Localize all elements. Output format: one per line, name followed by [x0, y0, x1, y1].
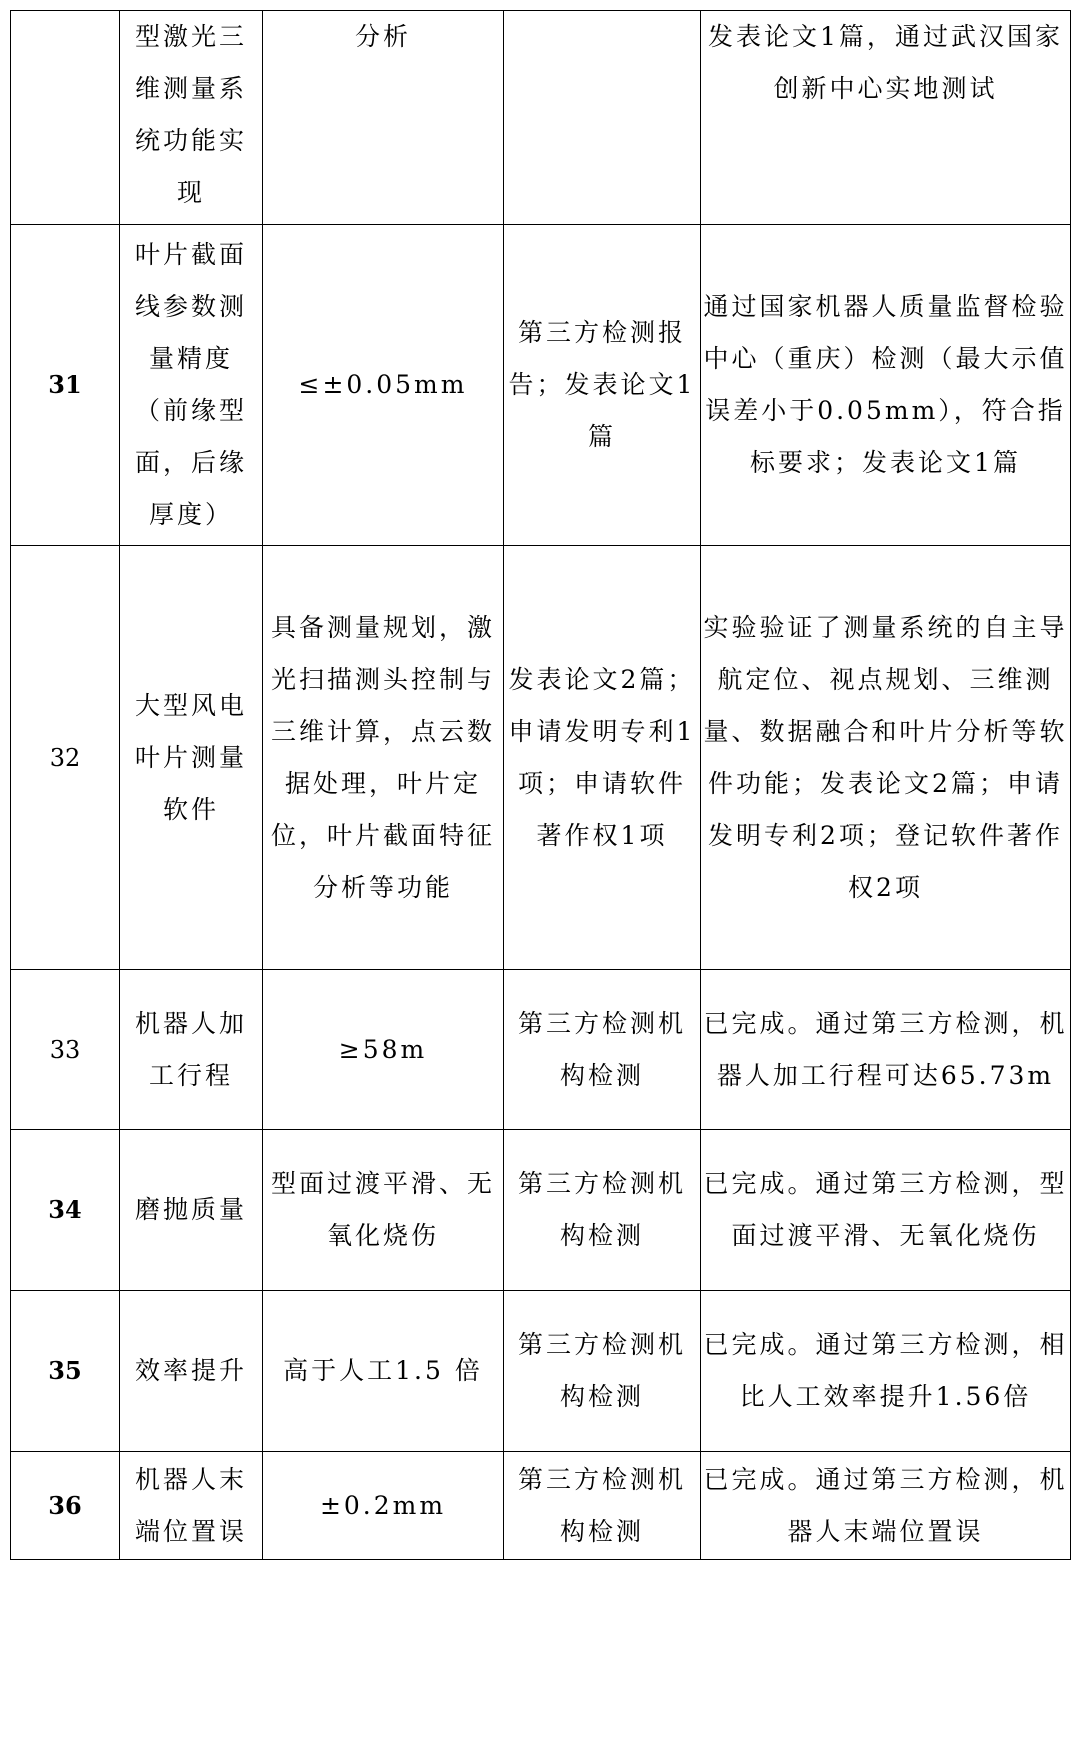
verification-method: 第三方检测机构检测: [504, 1130, 701, 1291]
verification-method: 第三方检测机构检测: [504, 970, 701, 1130]
indicator-table: [10, 10, 1071, 1560]
completion-result: 发表论文1篇，通过武汉国家创新中心实地测试: [701, 11, 1071, 225]
completion-result: 已完成。通过第三方检测，机器人加工行程可达65.73m: [701, 970, 1071, 1130]
verification-method: 第三方检测报告；发表论文1篇: [504, 225, 701, 546]
indicator-name: 磨抛质量: [120, 1130, 263, 1291]
verification-method: [504, 11, 701, 225]
completion-result: 已完成。通过第三方检测，机器人末端位置误: [701, 1452, 1071, 1560]
table-row: [11, 225, 1071, 546]
table-row: [11, 970, 1071, 1130]
completion-result: 通过国家机器人质量监督检验中心（重庆）检测（最大示值误差小于0.05mm），符合指标要求；发表论文1篇: [701, 225, 1071, 546]
row-number: 33: [11, 970, 120, 1130]
indicator-name: 机器人末端位置误: [120, 1452, 263, 1560]
table-row: [11, 1130, 1071, 1291]
verification-method: 第三方检测机构检测: [504, 1291, 701, 1452]
target-value: 高于人工1.5 倍: [263, 1291, 504, 1452]
target-value: 分析: [263, 11, 504, 225]
verification-method: 发表论文2篇；申请发明专利1项；申请软件著作权1项: [504, 546, 701, 970]
table-row: [11, 1291, 1071, 1452]
row-number: [11, 11, 120, 225]
verification-method: 第三方检测机构检测: [504, 1452, 701, 1560]
table-row: [11, 546, 1071, 970]
target-value: ±0.2mm: [263, 1452, 504, 1560]
target-value: ≥58m: [263, 970, 504, 1130]
table-row: [11, 11, 1071, 225]
indicator-name: 型激光三维测量系统功能实现: [120, 11, 263, 225]
row-number: 35: [11, 1291, 120, 1452]
completion-result: 实验验证了测量系统的自主导航定位、视点规划、三维测量、数据融合和叶片分析等软件功能；发表论文2篇；申请发明专利2项；登记软件著作权2项: [701, 546, 1071, 970]
completion-result: 已完成。通过第三方检测，型面过渡平滑、无氧化烧伤: [701, 1130, 1071, 1291]
row-number: 34: [11, 1130, 120, 1291]
indicator-name: 效率提升: [120, 1291, 263, 1452]
table-row: [11, 1452, 1071, 1560]
completion-result: 已完成。通过第三方检测，相比人工效率提升1.56倍: [701, 1291, 1071, 1452]
target-value: 具备测量规划，激光扫描测头控制与三维计算，点云数据处理，叶片定位，叶片截面特征分析等功能: [263, 546, 504, 970]
row-number: 31: [11, 225, 120, 546]
indicator-name: 叶片截面线参数测量精度（前缘型面，后缘厚度）: [120, 225, 263, 546]
indicator-name: 大型风电叶片测量软件: [120, 546, 263, 970]
row-number: 36: [11, 1452, 120, 1560]
indicator-name: 机器人加工行程: [120, 970, 263, 1130]
row-number: 32: [11, 546, 120, 970]
target-value: ≤±0.05mm: [263, 225, 504, 546]
target-value: 型面过渡平滑、无氧化烧伤: [263, 1130, 504, 1291]
